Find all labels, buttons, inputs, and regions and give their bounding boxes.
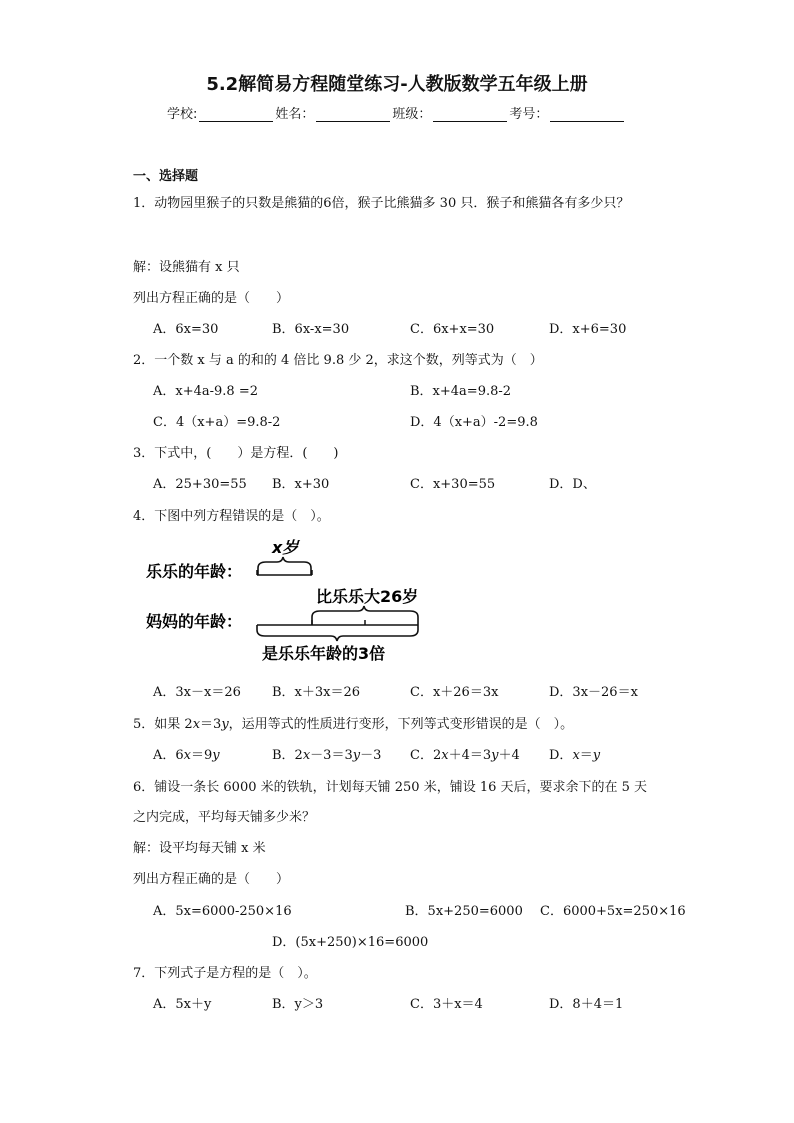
question-6-option-c[interactable]: C．6000+5x=250×16	[540, 904, 686, 919]
var-x: x	[302, 748, 311, 763]
option-text: －3＝3	[310, 748, 353, 763]
question-5-stem	[133, 713, 573, 732]
option-text: ＋4＝3	[448, 748, 492, 763]
lele-age-label: 乐乐的年龄：	[146, 562, 243, 581]
question-6-solution: 解：设平均每天铺 x 米	[133, 841, 266, 856]
q5-stem-part: ＝3	[200, 717, 222, 732]
question-6-option-d[interactable]: D．(5x+250)×16=6000	[272, 935, 429, 950]
option-text: D．	[549, 748, 573, 763]
q5-stem-part: 5．如果 2	[133, 717, 193, 732]
times-label: 是乐乐年龄的3倍	[262, 644, 386, 663]
question-3-stem: 3．下式中，( ）是方程．( )	[133, 446, 339, 461]
var-x: x	[183, 748, 192, 763]
mama-age-label: 妈妈的年龄：	[146, 612, 243, 631]
school-blank[interactable]	[199, 107, 273, 122]
question-7-option-d[interactable]: D．8＋4＝1	[549, 997, 624, 1012]
name-blank[interactable]	[316, 107, 390, 122]
times-brace	[257, 625, 418, 641]
question-6-prompt: 列出方程正确的是（ ）	[133, 872, 290, 887]
option-text: A．6	[153, 748, 184, 763]
question-5-option-c[interactable]	[410, 744, 520, 763]
var-x: x	[572, 748, 580, 763]
question-1-solution: 解：设熊猫有 x 只	[133, 260, 240, 275]
var-y: y	[491, 748, 499, 763]
var-y: y	[592, 748, 601, 763]
question-6-stem-line-1: 6．铺设一条长 6000 米的铁轨，计划每天铺 250 米，铺设 16 天后，要求余下的在 5 天	[133, 780, 648, 795]
age-line-diagram	[146, 535, 436, 665]
question-2-option-c[interactable]: C．4（x+a）=9.8-2	[153, 415, 281, 430]
question-2-option-d[interactable]: D．4（x+a）-2=9.8	[410, 415, 538, 430]
question-4-option-c[interactable]: C．x＋26＝3x	[410, 685, 499, 700]
class-label: 班级：	[392, 107, 432, 122]
option-text: B．2	[272, 748, 303, 763]
number-blank[interactable]	[550, 107, 624, 122]
question-7-option-b[interactable]: B．y＞3	[272, 997, 324, 1012]
question-7-stem: 7．下列式子是方程的是（ ）。	[133, 966, 317, 981]
class-blank[interactable]	[433, 107, 507, 122]
question-4-option-d[interactable]: D．3x－26＝x	[549, 685, 638, 700]
section-heading: 一、选择题	[133, 169, 199, 184]
question-7-option-c[interactable]: C．3＋x＝4	[410, 997, 483, 1012]
question-2-option-b[interactable]: B．x+4a=9.8-2	[410, 384, 512, 399]
question-1-stem: 1．动物园里猴子的只数是熊猫的6倍，猴子比熊猫多 30 只．猴子和熊猫各有多少只？	[133, 196, 630, 211]
question-3-option-a[interactable]: A．25+30=55	[153, 477, 247, 492]
question-3-option-b[interactable]: B．x+30	[272, 477, 330, 492]
question-5-option-b[interactable]	[272, 744, 381, 763]
option-text: ＋4	[498, 748, 520, 763]
name-label: 姓名：	[275, 107, 315, 122]
question-4-option-b[interactable]: B．x＋3x＝26	[272, 685, 361, 700]
x-brace	[258, 557, 311, 575]
question-6-stem-line-2: 之内完成，平均每天铺多少米？	[133, 810, 316, 825]
question-1-option-c[interactable]: C．6x+x=30	[410, 322, 495, 337]
var-y: y	[352, 748, 361, 763]
q5-stem-part: ，运用等式的性质进行变形，下列等式变形错误的是（ ）。	[228, 717, 574, 732]
question-4-option-a[interactable]: A．3x－x＝26	[153, 685, 241, 700]
question-1-option-b[interactable]: B．6x-x=30	[272, 322, 350, 337]
question-7-option-a[interactable]: A．5x＋y	[153, 997, 212, 1012]
question-3-option-d[interactable]: D．D、	[549, 477, 596, 492]
page-title: 5.2解简易方程随堂练习-人教版数学五年级上册	[206, 74, 588, 95]
question-5-option-a[interactable]	[153, 744, 220, 763]
bigger-label: 比乐乐大26岁	[316, 587, 419, 606]
option-text: ＝9	[191, 748, 213, 763]
question-2-option-a[interactable]: A．x+4a-9.8 =2	[153, 384, 258, 399]
school-label: 学校:	[167, 107, 198, 122]
q5-var-y: y	[221, 717, 229, 732]
var-x: x	[441, 748, 449, 763]
question-5-option-d[interactable]	[549, 744, 600, 763]
question-1-option-a[interactable]: A．6x=30	[153, 322, 219, 337]
option-text: ＝	[579, 748, 593, 763]
number-label: 考号：	[509, 107, 549, 122]
q5-var-x: x	[192, 717, 201, 732]
question-4-stem: 4．下图中列方程错误的是（ ）。	[133, 509, 330, 524]
option-text: －3	[360, 748, 382, 763]
question-3-option-c[interactable]: C．x+30=55	[410, 477, 496, 492]
student-info-row	[167, 103, 626, 122]
var-y: y	[212, 748, 220, 763]
x-age-label: x岁	[272, 538, 299, 557]
question-2-stem: 2．一个数 x 与 a 的和的 4 倍比 9.8 少 2，求这个数，列等式为（ ）	[133, 353, 543, 368]
question-6-option-b[interactable]: B．5x+250=6000	[405, 904, 523, 919]
question-1-prompt: 列出方程正确的是（ ）	[133, 291, 290, 306]
question-1-option-d[interactable]: D．x+6=30	[549, 322, 627, 337]
question-6-option-a[interactable]: A．5x=6000-250×16	[153, 904, 292, 919]
option-text: C．2	[410, 748, 442, 763]
